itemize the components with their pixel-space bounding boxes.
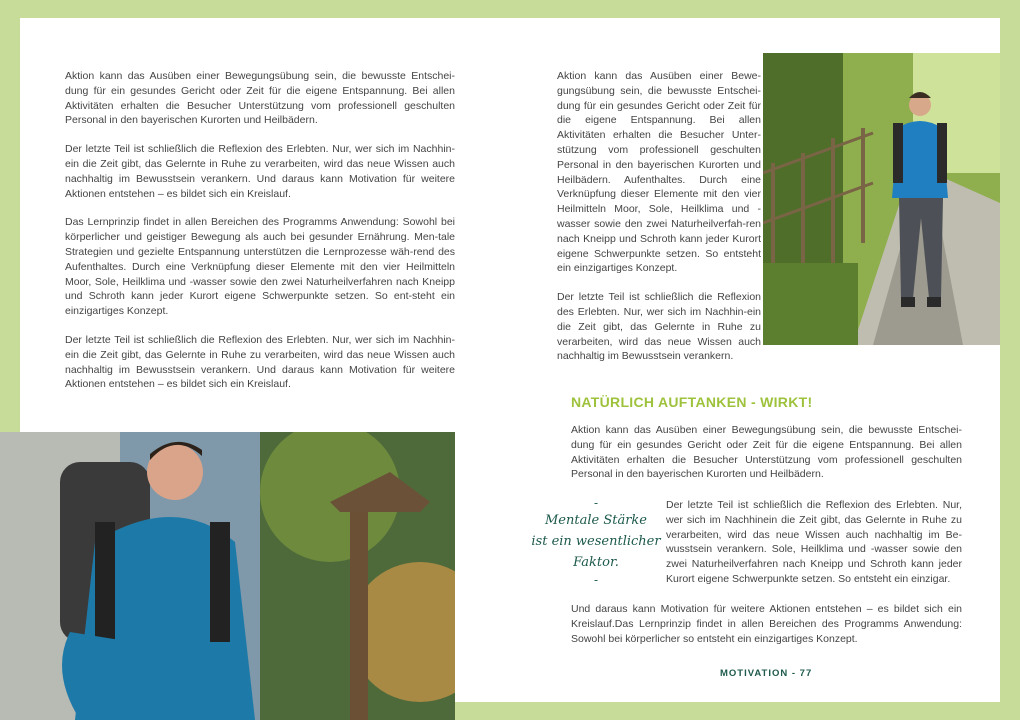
left-text-column [65, 69, 455, 406]
quote-line-1: Mentale Stärke [544, 513, 647, 528]
left-paragraph-3: Das Lernprinzip findet in allen Bereichen des Programms Anwendung: Sowohl bei körperlicher und geistiger Bewegung als auch bei gesunder Ernährung. Men-tale Strategien und gezielte Entspannung unterstützen die Lernprozesse wäh-rend des Aufenthaltes. Durch eine Verknüpfung dieser Elemente mit den vier Heilmitteln Moor, Sole, Heilklima und -wasser sowie den zwei Naturheilverfahren nach Kneipp und Schroth kann jeder Kurort eigene Schwerpunkte setzen. So ent-steht ein einzigartiges Konzept. [65, 216, 455, 318]
middle-paragraph-2: Der letzte Teil ist schließlich die Reflexion des Erlebten. Nur, wer sich im Nachhin-ein die Zeit gibt, das Gelernte in Ruhe zu verarbeiten, wird das neue Wissen auch nachhaltig im Bewusstsein verankern. [557, 291, 761, 363]
section-heading: NATÜRLICH AUFTANKEN - WIRKT! [571, 394, 813, 410]
hiker-path-illustration [763, 53, 1000, 345]
quote-line-2: ist ein wesentlicher [531, 534, 661, 549]
left-paragraph-4: Der letzte Teil ist schließlich die Reflexion des Erlebten. Nur, wer sich im Nachhin-ein die Zeit gibt, das Gelernte in Ruhe zu verarbeiten, wird das neue Wissen auch nachhaltig im Bewusstsein verankern. Und daraus kann Motivation für weitere Aktionen entstehen – es bildet sich ein Kreislauf. [65, 333, 455, 391]
left-paragraph-2: Der letzte Teil ist schließlich die Reflexion des Erlebten. Nur, wer sich im Nachhin-ein die Zeit gibt, das Gelernte in Ruhe zu verarbeiten, wird das neue Wissen auch nachhaltig im Bewusstsein verankern. Und daraus kann Motivation für weitere Aktionen entstehen – es bildet sich ein Kreislauf. [65, 143, 455, 200]
quote-line-3: Faktor. [573, 555, 619, 570]
quote-dash-top: - [593, 496, 599, 510]
pull-quote [530, 496, 662, 587]
section-paragraph-2: Der letzte Teil ist schließlich die Reflexion des Erlebten. Nur, wer sich im Nachhinein die Zeit gibt, das Gelernte in Ruhe zu verarbeiten, wird das neue Wissen auch nachhaltig im Be-wusstsein verankern. Sole, Heilklima und -wasser sowie den zwei Naturheilverfahren nach Kneipp und Schroth kann jeder Kurort eigene Schwerpunkte setzen. So entsteht ein einzigar. [666, 499, 962, 585]
hiker-path-photo [763, 53, 1000, 345]
quote-dash-bottom: - [593, 573, 599, 587]
middle-paragraph-1: Aktion kann das Ausüben einer Bewe-gungsübung sein, die bewusste Entschei-dung für ein gesundes Gericht oder Zeit für die eigene Entspannung. Bei allen Aktivitäten erhalten die Besucher Unter-stützung vom professionell geschulten Personal in den bayerischen Kurorten und Heilbädern. Aufenthaltes. Durch eine Verknüpfung dieser Elemente mit den vier Heilmitteln Moor, Sole, Heilklima und -wasser sowie den zwei Naturheilverfah-ren nach Kneipp und Schroth kann jeder Kurort eigene Schwerpunkte setzen. So entsteht ein einzigartiges Konzept. [557, 70, 761, 275]
hiker-portrait-photo [0, 432, 455, 720]
left-paragraph-1: Aktion kann das Ausüben einer Bewegungsübung sein, die bewusste Entschei-dung für ein gesundes Gericht oder Zeit für die eigene Entspannung. Bei allen Aktivitäten erhalten die Besucher Unterstützung vom professionell geschulten Personal in den bayerischen Kurorten und Heilbädern. [65, 70, 455, 127]
page-footer: MOTIVATION - 77 [720, 668, 813, 679]
middle-text-column [557, 69, 761, 378]
section-paragraph-3: Und daraus kann Motivation für weitere Aktionen entstehen – es bildet sich ein Kreislauf.Das Lernprinzip findet in allen Bereichen des Programms Anwendung: Sowohl bei körperlicher so entsteht ein einzigartiges Konzept. [571, 603, 962, 645]
section-paragraph-1: Aktion kann das Ausüben einer Bewegungsübung sein, die bewusste Entschei-dung für ein gesundes Gericht oder Zeit für die eigene Entspannung. Bei allen Aktivitäten erhalten die Besucher Unterstützung vom professionell geschulten Personal in den bayerischen Kurorten und Heilbädern. [571, 424, 962, 481]
hiker-portrait-illustration [0, 432, 455, 720]
